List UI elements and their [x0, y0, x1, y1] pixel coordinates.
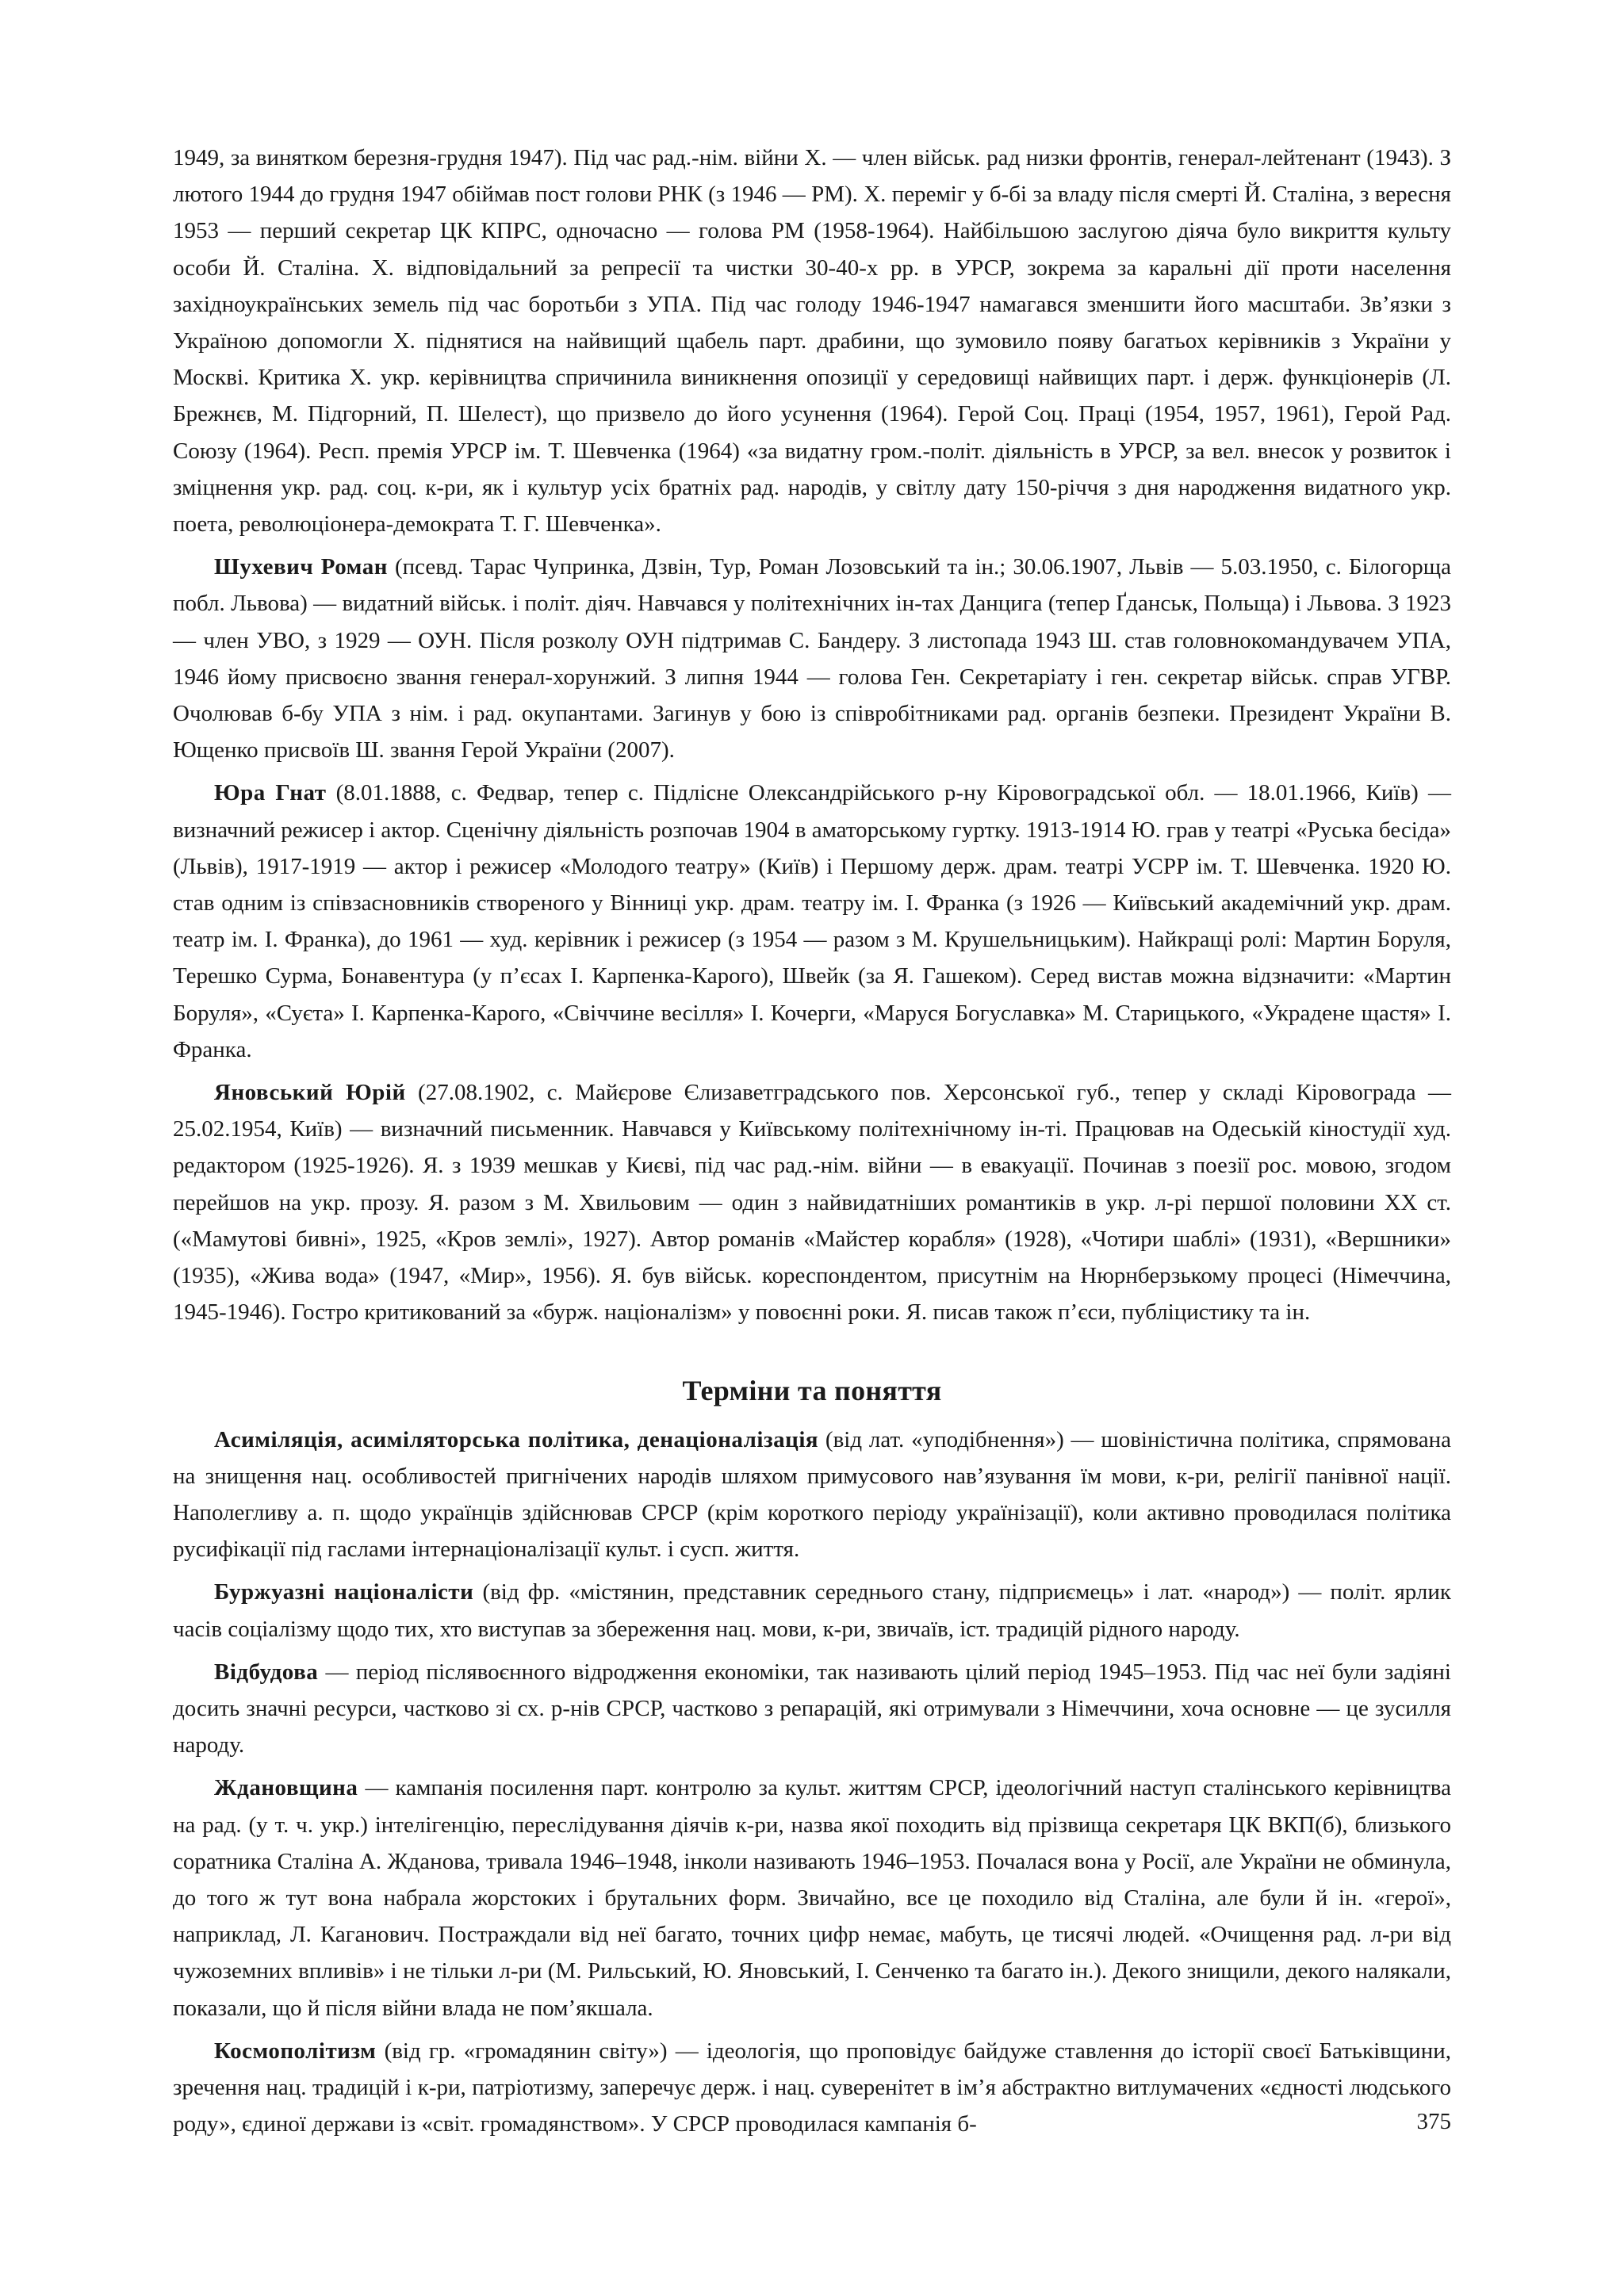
entry-headword: Шухевич Роман — [214, 554, 388, 580]
term-headword: Асиміляція, асиміляторська політика, денаціоналізація — [214, 1426, 819, 1452]
term-entry-zhdanovshchyna — [173, 1770, 1451, 2026]
biography-entry-shukhevych — [173, 549, 1451, 768]
term-entry-rebuild — [173, 1654, 1451, 1764]
term-text: (від фр. «містянин, представник середнього стану, підприємець» і лат. «народ») — політ. ярлик часів соціалізму щодо тих, хто виступав за збереження нац. мови, к-ри, звичаїв, іст. традицій рідного народу. — [173, 1579, 1451, 1642]
term-entry-cosmopolitanism — [173, 2033, 1451, 2143]
entry-text: (псевд. Тарас Чупринка, Дзвін, Тур, Роман Лозовський та ін.; 30.06.1907, Львів — 5.03.1950, с. Білогорща побл. Львова) — видатний військ. і політ. діяч. Навчався у політехнічних ін-тах Данцига (тепер Ґданськ, Польща) і Львова. З 1923 — член УВО, з 1929 — ОУН. Після розколу ОУН підтримав С. Бандеру. З листопада 1943 Ш. став головнокомандувачем УПА, 1946 йому присвоєно звання генерал-хорунжий. З липня 1944 — голова Ген. Секретаріату і ген. секретар військ. справ УГВР. Очолював б-бу УПА з нім. і рад. окупантами. Загинув у бою із співробітниками рад. органів безпеки. Президент України В. Ющенко присвоїв Ш. звання Герой України (2007). — [173, 554, 1451, 763]
entry-headword: Яновський Юрій — [214, 1080, 406, 1106]
entry-text: (27.08.1902, с. Майєрове Єлизаветградського пов. Херсонської губ., тепер у складі Кіровограда — 25.02.1954, Київ) — визначний письменник. Навчався у Київському політехнічному ін-ті. Працював на Одеській кіностудії худ. редактором (1925-1926). Я. з 1939 мешкав у Києві, під час рад.-нім. війни — в евакуації. Починав з поезії рос. мовою, згодом перейшов на укр. прозу. Я. разом з М. Хвильовим — один з найвидатніших романтиків в укр. л-рі першої половини XX ст. («Мамутові бивні», 1925, «Кров землі», 1927). Автор романів «Майстер корабля» (1928), «Чотири шаблі» (1931), «Вершники» (1935), «Жива вода» (1947, «Мир», 1956). Я. був військ. кореспондентом, присутнім на Нюрнберзькому процесі (Німеччина, 1945-1946). Гостро критикований за «бурж. націоналізм» у повоєнні роки. Я. писав також п’єси, публіцистику та ін. — [173, 1080, 1452, 1326]
page-number: 375 — [1416, 2109, 1451, 2134]
term-headword: Космополітизм — [214, 2038, 377, 2064]
term-text: (від лат. «уподібнення») — шовіністична політика, спрямована на знищення нац. особливостей пригнічених народів шляхом примусового нав’язування їм мови, к-ри, релігії панівної нації. Наполегливу а. п. щодо українців здійснював СРСР (крім короткого періоду українізації), коли активно проводилася політика русифікації під гаслами інтернаціоналізації культ. і сусп. життя. — [173, 1426, 1451, 1563]
entry-text: (8.01.1888, с. Федвар, тепер с. Підлісне Олександрійського р-ну Кіровоградської обл. — 18.01.1966, Київ) — визначний режисер і актор. Сценічну діяльність розпочав 1904 в аматорському гуртку. 1913-1914 Ю. грав у театрі «Руська бесіда» (Львів), 1917-1919 — актор і режисер «Молодого театру» (Київ) і Першому держ. драм. театрі УСРР ім. Т. Шевченка. 1920 Ю. став одним із співзасновників створеного у Вінниці укр. драм. театру ім. І. Франка (з 1926 — Київський академічний укр. драм. театр ім. І. Франка), до 1961 — худ. керівник і режисер (з 1954 — разом з М. Крушельницьким). Найкращі ролі: Мартин Боруля, Терешко Сурма, Бонавентура (у п’єсах І. Карпенка-Карого), Швейк (за Я. Гашеком). Серед вистав можна відзначити: «Мартин Боруля», «Суєта» І. Карпенка-Карого, «Свіччине весілля» І. Кочерги, «Маруся Богуславка» М. Старицького, «Украдене щастя» І. Франка. — [173, 780, 1451, 1062]
paragraph-text: 1949, за винятком березня-грудня 1947). Під час рад.-нім. війни Х. — член військ. рад низки фронтів, генерал-лейтенант (1943). З лютого 1944 до грудня 1947 обіймав пост голови РНК (з 1946 — РМ). Х. переміг у б-бі за владу після смерті Й. Сталіна, з вересня 1953 — перший секретар ЦК КПРС, одночасно — голова РМ (1958-1964). Найбільшою заслугою діяча було викриття культу особи Й. Сталіна. Х. відповідальний за репресії та чистки 30-40-х рр. в УРСР, зокрема за каральні дії проти населення західноукраїнських земель під час боротьби з УПА. Під час голоду 1946-1947 намагався зменшити його масштаби. Зв’язки з Україною допомогли Х. піднятися на найвищий щабель парт. драбини, що зумовило появу багатьох керівників з України у Москві. Критика Х. укр. керівництва спричинила виникнення опозиції у середовищі найвищих парт. і держ. функціонерів (Л. Брежнєв, М. Підгорний, П. Шелест), що призвело до його усунення (1964). Герой Соц. Праці (1954, 1957, 1961), Герой Рад. Союзу (1964). Респ. премія УРСР ім. Т. Шевченка (1964) «за видатну гром.-політ. діяльність в УРСР, за вел. внесок у розвиток і зміцнення укр. рад. соц. к-ри, як і культур усіх братніх рад. народів, у світлу дату 150-річчя з дня народження видатного укр. поета, революціонера-демократа Т. Г. Шевченка». — [173, 145, 1451, 538]
term-headword: Відбудова — [214, 1659, 319, 1685]
term-entry-assimilation — [173, 1422, 1451, 1568]
biography-entry-yura — [173, 775, 1451, 1068]
biography-continuation — [173, 140, 1451, 542]
term-text: — кампанія посилення парт. контролю за культ. життям СРСР, ідеологічний наступ сталінського керівництва на рад. (у т. ч. укр.) інтелігенцію, переслідування діячів к-ри, назва якої походить від прізвища секретаря ЦК ВКП(б), близького соратника Сталіна А. Жданова, тривала 1946–1948, інколи називають 1946–1953. Почалася вона у Росії, але України не обминула, до того ж тут вона набрала жорстоких і брутальних форм. Звичайно, все це походило від Сталіна, але були й ін. «герої», наприклад, Л. Каганович. Постраждали від неї багато, точних цифр немає, мабуть, це тисячі людей. «Очищення рад. л-ри від чужоземних впливів» і не тільки л-ри (М. Рильський, Ю. Яновський, І. Сенченко та багато ін.). Декого знищили, декого налякали, показали, що й після війни влада не пом’якшала. — [173, 1775, 1451, 2021]
term-entry-bourgeois-nationalists — [173, 1574, 1451, 1647]
term-headword: Буржуазні націоналісти — [214, 1579, 474, 1605]
term-text: (від гр. «громадянин світу») — ідеологія, що проповідує байдуже ставлення до історії своєї Батьківщини, зречення нац. традицій і к-ри, патріотизму, заперечує держ. і нац. суверенітет в ім’я абстрактно витлумачених «єдності людського роду», єдиної держави із «світ. громадянством». У СРСР проводилася кампанія б- — [173, 2038, 1451, 2137]
term-text: — період післявоєнного відродження економіки, так називають цілий період 1945–1953. Під час неї були задіяні досить значні ресурси, частково зі сх. р-нів СРСР, частково з репарацій, які отримували з Німеччини, хоча основне — це зусилля народу. — [173, 1659, 1451, 1758]
biography-entry-yanovsky — [173, 1074, 1451, 1330]
section-title: Терміни та поняття — [682, 1374, 942, 1406]
entry-headword: Юра Гнат — [214, 780, 327, 806]
term-headword: Ждановщина — [214, 1775, 358, 1801]
body-text — [173, 140, 1451, 2142]
